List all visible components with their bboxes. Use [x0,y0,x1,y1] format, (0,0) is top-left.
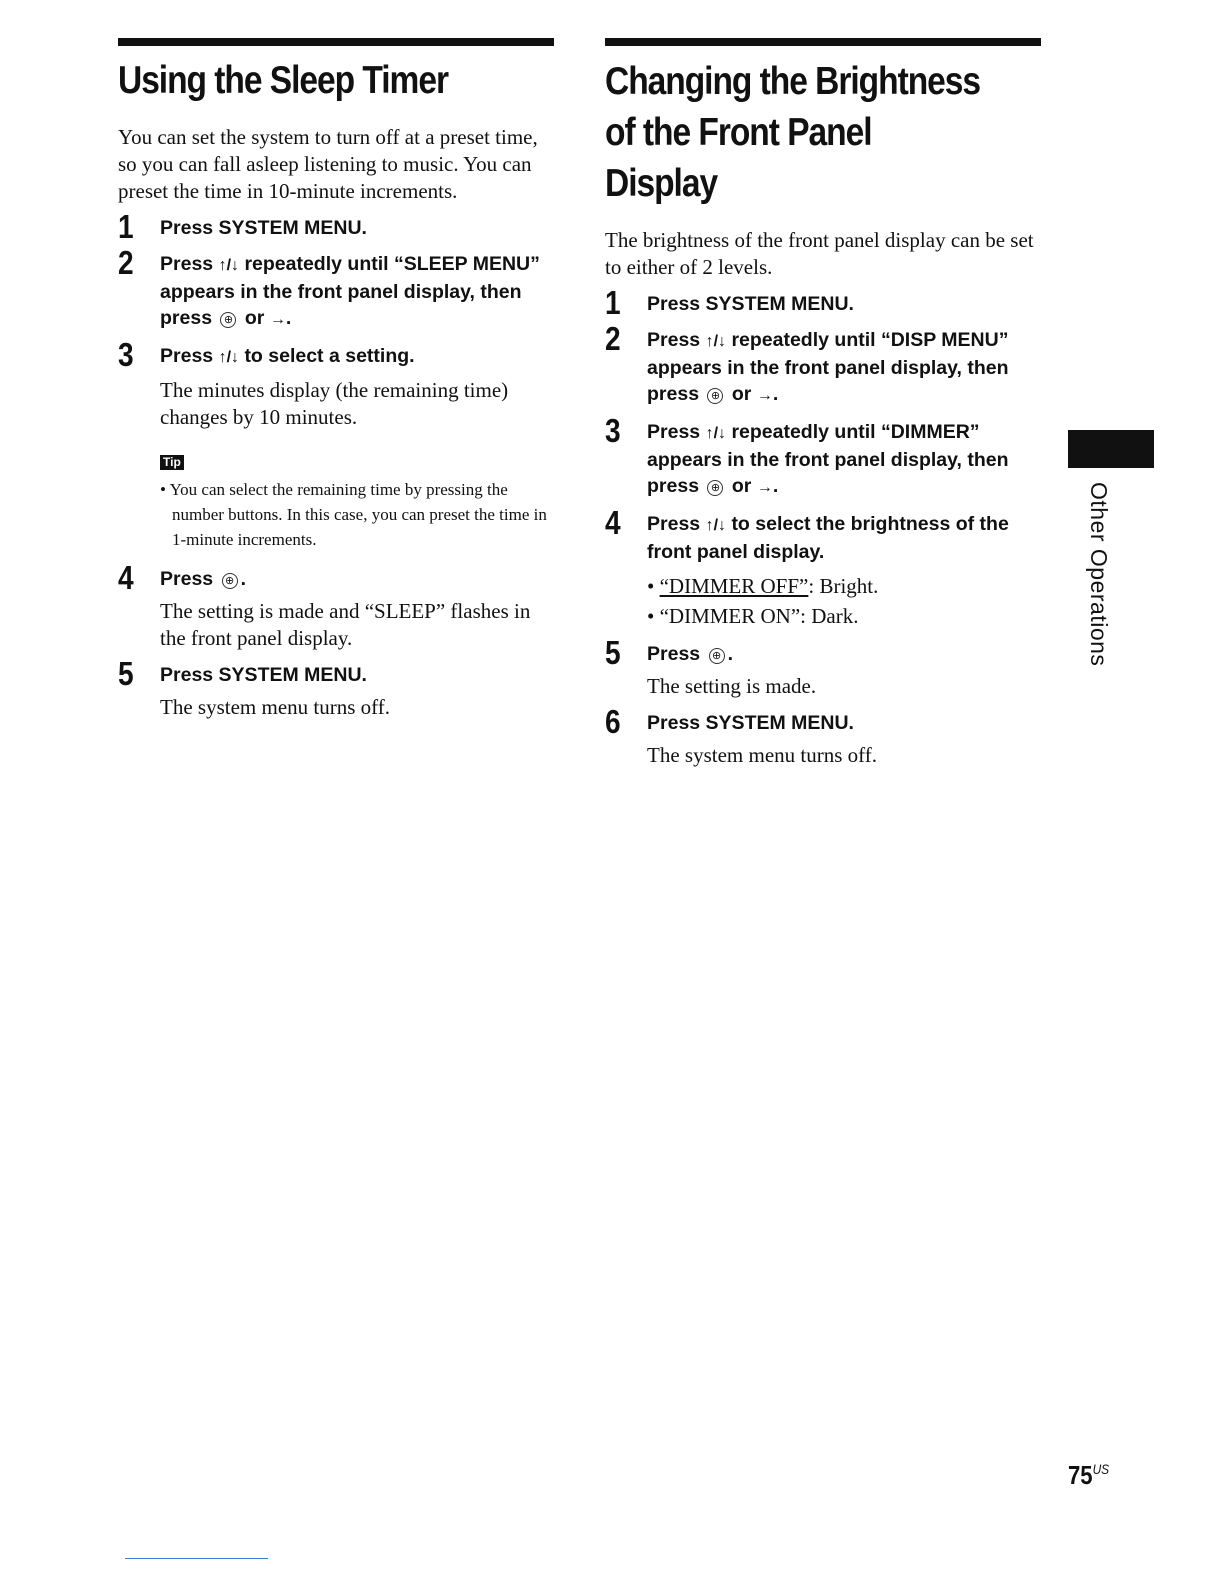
bullet-label: “DIMMER ON” [659,604,801,628]
tip-box [160,453,554,552]
step-text: . [240,568,246,590]
title-line: Changing the Brightness [605,60,981,103]
step-text: repeatedly until “DISP MENU” appears in the front panel display, then press [647,329,1009,405]
step-text: . [285,307,292,329]
step-4 [605,504,1041,631]
left-column [118,38,554,721]
title-line: Display [605,162,718,205]
step-heading [647,511,1041,565]
step-6 [605,703,1041,769]
page-number-suffix: US [1092,1461,1110,1477]
step-text: Press [160,345,214,367]
step-number: 5 [118,655,134,692]
list-item: • “DIMMER OFF”: Bright. [647,574,879,598]
enter-circle-icon: ⊕ [707,388,723,404]
enter-circle-icon: ⊕ [709,648,725,664]
step-text: . [772,383,779,405]
step-text: or [731,383,752,405]
step-text: or [731,475,752,497]
step-number: 5 [605,634,621,671]
right-arrow-icon: → [756,479,773,496]
list-item: • “DIMMER ON”: Dark. [647,604,859,628]
step-text: or [244,307,265,329]
tip-badge: Tip [160,455,184,470]
up-down-arrow-icon: ↑/↓ [705,425,727,442]
step-body: The system menu turns off. [160,695,390,719]
bullet-desc: : Bright. [808,574,879,598]
step-body: The system menu turns off. [647,743,877,767]
step-heading [160,251,554,333]
step-body: The minutes display (the remaining time) changes by 10 minutes. [160,378,509,429]
section-rule [605,38,1041,46]
step-4 [118,559,554,652]
up-down-arrow-icon: ↑/↓ [218,349,240,366]
intro-text: You can set the system to turn off at a preset time, so you can fall asleep listening to music. You can preset the time in 10-minute increments. [118,125,538,203]
step-1 [118,208,554,245]
step-number: 1 [118,208,134,245]
step-heading: Press SYSTEM MENU. [160,217,367,239]
step-heading [647,327,1041,409]
bullet-desc: : Dark. [800,604,859,628]
section-tab-label: Other Operations [1086,482,1112,667]
enter-circle-icon: ⊕ [222,573,238,589]
step-text: repeatedly until “DIMMER” appears in the front panel display, then press [647,421,1009,497]
step-number: 4 [605,504,621,541]
step-number: 3 [605,412,621,449]
step-body: The setting is made and “SLEEP” flashes in the front panel display. [160,599,531,650]
step-text: Press [647,329,701,351]
step-number: 2 [605,320,621,357]
step-heading [160,566,554,592]
step-2 [605,320,1041,409]
step-heading: Press SYSTEM MENU. [160,664,367,686]
section-rule [118,38,554,46]
step-5 [605,634,1041,700]
enter-circle-icon: ⊕ [220,312,236,328]
step-text: to select the brightness of the front panel display. [647,513,1009,563]
intro-text: The brightness of the front panel display can be set to either of 2 levels. [605,228,1034,279]
step-3 [118,336,554,552]
footer-rule [125,1558,268,1559]
step-2 [118,244,554,333]
step-text: to select a setting. [244,345,415,367]
page-number [1068,1460,1109,1491]
tip-text: • You can select the remaining time by pressing the number buttons. In this case, you can preset the time in 1-minute increments. [160,480,547,549]
step-heading: Press SYSTEM MENU. [647,293,854,315]
step-heading [160,343,554,371]
step-text: Press [647,421,701,443]
step-heading: Press SYSTEM MENU. [647,712,854,734]
step-text: Press [160,253,214,275]
up-down-arrow-icon: ↑/↓ [218,257,240,274]
section-title: Using the Sleep Timer [118,59,448,102]
step-1 [605,284,1041,321]
step-body: The setting is made. [647,674,817,698]
step-number: 4 [118,559,134,596]
step-text: Press [160,568,214,590]
step-heading [647,641,1041,667]
right-arrow-icon: → [269,311,286,328]
step-text: Press [647,643,701,665]
title-line: of the Front Panel [605,111,872,154]
step-number: 1 [605,284,621,321]
step-text: Press [647,513,701,535]
step-number: 6 [605,703,621,740]
section-title [605,56,980,209]
step-heading [647,419,1041,501]
step-number: 3 [118,336,134,373]
bullet-label: “DIMMER OFF” [659,574,809,598]
step-text: . [772,475,779,497]
step-number: 2 [118,244,134,281]
enter-circle-icon: ⊕ [707,480,723,496]
up-down-arrow-icon: ↑/↓ [705,517,727,534]
step-text: . [727,643,733,665]
right-column [605,38,1041,769]
step-5 [118,655,554,721]
page-number-value: 75 [1068,1460,1093,1490]
up-down-arrow-icon: ↑/↓ [705,333,727,350]
step-3 [605,412,1041,501]
step-text: repeatedly until “SLEEP MENU” appears in the front panel display, then press [160,253,540,329]
right-arrow-icon: → [756,387,773,404]
section-tab-marker [1068,430,1154,468]
bullet-list [647,571,1041,631]
